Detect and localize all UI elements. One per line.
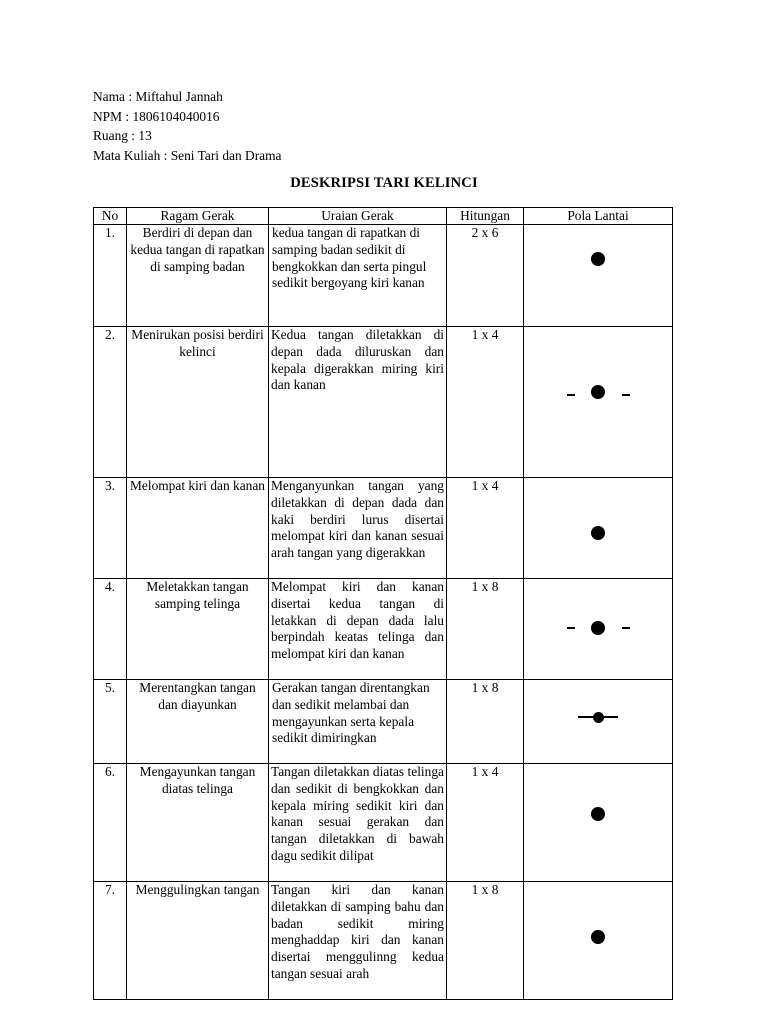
column-header-pola: Pola Lantai bbox=[524, 208, 673, 225]
dance-description-table bbox=[93, 207, 673, 1000]
dash-icon bbox=[622, 394, 630, 396]
row-ragam: Menggulingkan tangan bbox=[127, 882, 269, 1000]
document-title: DESKRIPSI TARI KELINCI bbox=[290, 175, 478, 191]
row-no: 3. bbox=[94, 478, 127, 579]
row-pola-lantai bbox=[524, 327, 673, 478]
row-ragam: Menirukan posisi berdiri kelinci bbox=[127, 327, 269, 478]
dash-icon bbox=[622, 627, 630, 629]
table-row bbox=[94, 478, 673, 579]
row-pola-lantai bbox=[524, 579, 673, 680]
row-no: 2. bbox=[94, 327, 127, 478]
row-no: 5. bbox=[94, 680, 127, 764]
row-pola-lantai bbox=[524, 680, 673, 764]
dancer-dot-icon bbox=[591, 807, 605, 821]
dash-icon bbox=[567, 627, 575, 629]
row-uraian: kedua tangan di rapatkan di samping badan sedikit di bengkokkan dan serta pingul sedikit bergoyang kiri kanan bbox=[269, 225, 447, 327]
row-no: 1. bbox=[94, 225, 127, 327]
row-pola-lantai bbox=[524, 478, 673, 579]
row-no: 7. bbox=[94, 882, 127, 1000]
column-header-ragam: Ragam Gerak bbox=[127, 208, 269, 225]
row-ragam: Merentangkan tangan dan diayunkan bbox=[127, 680, 269, 764]
row-uraian: Kedua tangan diletakkan di depan dada diluruskan dan kepala digerakkan miring kiri dan kanan bbox=[269, 327, 447, 478]
row-hitungan: 1 x 8 bbox=[447, 579, 524, 680]
row-hitungan: 1 x 8 bbox=[447, 680, 524, 764]
dancer-dot-icon bbox=[591, 526, 605, 540]
table-row bbox=[94, 680, 673, 764]
student-ruang: Ruang : 13 bbox=[93, 128, 152, 144]
row-hitungan: 1 x 4 bbox=[447, 764, 524, 882]
student-name: Nama : Miftahul Jannah bbox=[93, 89, 223, 104]
dancer-dot-icon bbox=[591, 385, 605, 399]
row-uraian: Tangan diletakkan diatas telinga dan sedikit di bengkokkan dan kepala miring sedikit kiri dan kanan sesuai gerakan dan tangan diletakkan di bawah dagu sedikit dilipat bbox=[269, 764, 447, 882]
column-header-no: No bbox=[94, 208, 127, 225]
column-header-hitungan: Hitungan bbox=[447, 208, 524, 225]
student-info bbox=[93, 87, 281, 165]
row-pola-lantai bbox=[524, 764, 673, 882]
row-uraian: Menganyunkan tangan yang diletakkan di depan dada dan kaki berdiri lurus disertai melompat kiri dan kanan sesuai arah tangan yang digerakkan bbox=[269, 478, 447, 579]
row-hitungan: 1 x 8 bbox=[447, 882, 524, 1000]
row-no: 6. bbox=[94, 764, 127, 882]
row-no: 4. bbox=[94, 579, 127, 680]
row-uraian: Tangan kiri dan kanan diletakkan di samping bahu dan badan sedikit miring menghaddap kiri dan kanan disertai menggulinng kedua tangan sesuai arah bbox=[269, 882, 447, 1000]
row-uraian: Melompat kiri dan kanan disertai kedua tangan di letakkan di depan dada lalu berpindah keatas telinga dan melompat kiri dan kanan bbox=[269, 579, 447, 680]
dancer-dot-icon bbox=[593, 712, 604, 723]
table-row bbox=[94, 882, 673, 1000]
table-row bbox=[94, 225, 673, 327]
course-name: Mata Kuliah : Seni Tari dan Drama bbox=[93, 147, 282, 163]
row-hitungan: 1 x 4 bbox=[447, 478, 524, 579]
table-row bbox=[94, 764, 673, 882]
row-ragam: Mengayunkan tangan diatas telinga bbox=[127, 764, 269, 882]
dancer-dot-icon bbox=[591, 930, 605, 944]
row-hitungan: 1 x 4 bbox=[447, 327, 524, 478]
row-pola-lantai bbox=[524, 225, 673, 327]
table-header-row bbox=[94, 208, 673, 225]
table-row bbox=[94, 579, 673, 680]
row-ragam: Melompat kiri dan kanan bbox=[127, 478, 269, 579]
table-row bbox=[94, 327, 673, 478]
row-ragam: Berdiri di depan dan kedua tangan di rapatkan di samping badan bbox=[127, 225, 269, 327]
student-npm: NPM : 1806104040016 bbox=[93, 108, 220, 124]
row-ragam: Meletakkan tangan samping telinga bbox=[127, 579, 269, 680]
row-pola-lantai bbox=[524, 882, 673, 1000]
row-uraian: Gerakan tangan direntangkan dan sedikit melambai dan mengayunkan serta kepala sedikit dimiringkan bbox=[269, 680, 447, 764]
dash-icon bbox=[567, 394, 575, 396]
row-hitungan: 2 x 6 bbox=[447, 225, 524, 327]
column-header-uraian: Uraian Gerak bbox=[269, 208, 447, 225]
dancer-dot-icon bbox=[591, 621, 605, 635]
dancer-dot-icon bbox=[591, 252, 605, 266]
